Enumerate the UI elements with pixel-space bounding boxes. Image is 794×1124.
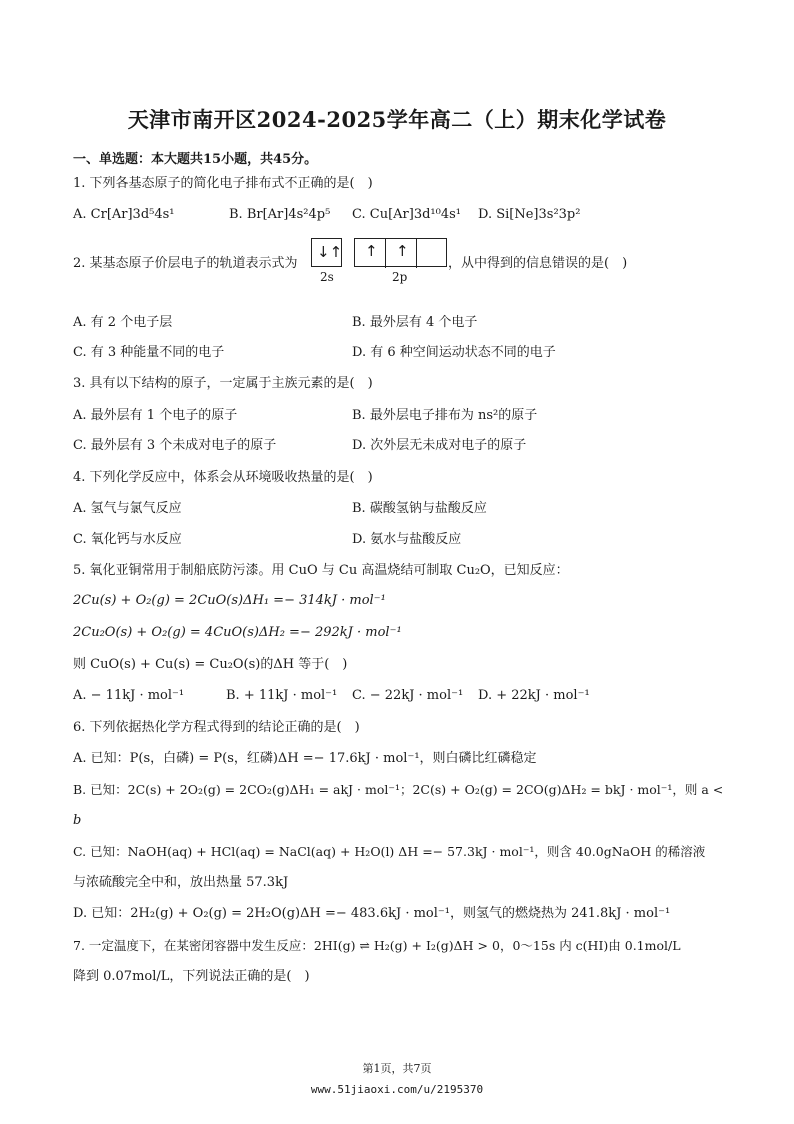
q5-ask: 则 CuO(s) + Cu(s) = Cu₂O(s)的ΔH 等于( ) <box>73 657 348 672</box>
q1-stem: 1. 下列各基态原子的简化电子排布式不正确的是( ) <box>73 176 373 191</box>
orbital-2s-arrows: ↓↑ <box>317 243 343 261</box>
q6-stem: 6. 下列依据热化学方程式得到的结论正确的是( ) <box>73 720 360 735</box>
q7-line1: 7. 一定温度下，在某密闭容器中发生反应：2HI(g) ⇌ H₂(g) + I₂(g)ΔH > 0，0～15s 内 c(HI)由 0.1mol/L <box>73 938 681 953</box>
q5-option-c: C. − 22kJ · mol⁻¹ <box>352 688 464 703</box>
q3-option-d: D. 次外层无未成对电子的原子 <box>352 438 527 453</box>
q4-option-d: D. 氨水与盐酸反应 <box>352 532 462 547</box>
q5-equation-2: 2Cu₂O(s) + O₂(g) = 4CuO(s)ΔH₂ =− 292kJ · mol⁻¹ <box>73 625 402 640</box>
q3-option-a: A. 最外层有 1 个电子的原子 <box>73 408 238 423</box>
q5-equation-1: 2Cu(s) + O₂(g) = 2CuO(s)ΔH₁ =− 314kJ · mol⁻¹ <box>73 593 386 608</box>
watermark: www.51jiaoxi.com/u/2195370 <box>310 1083 484 1096</box>
q4-option-b: B. 碳酸氢钠与盐酸反应 <box>352 501 487 516</box>
orbital-2p-arrow-2: ↑ <box>396 242 409 260</box>
q5-option-d: D. + 22kJ · mol⁻¹ <box>478 688 590 703</box>
q1-option-d: D. Si[Ne]3s²3p² <box>478 207 581 222</box>
q6-option-c-line1: C. 已知：NaOH(aq) + HCl(aq) = NaCl(aq) + H₂O(l) ΔH =− 57.3kJ · mol⁻¹，则含 40.0gNaOH 的稀溶液 <box>73 844 706 859</box>
q1-option-b: B. Br[Ar]4s²4p⁵ <box>229 207 331 222</box>
q5-option-a: A. − 11kJ · mol⁻¹ <box>73 688 185 703</box>
orbital-2s-box <box>311 238 342 267</box>
q2-option-d: D. 有 6 种空间运动状态不同的电子 <box>352 345 556 360</box>
orbital-2s-label: 2s <box>320 270 334 284</box>
q5-stem: 5. 氧化亚铜常用于制船底防污漆。用 CuO 与 Cu 高温烧结可制取 Cu₂O，已知反应： <box>73 563 569 578</box>
q2-option-b: B. 最外层有 4 个电子 <box>352 315 478 330</box>
q2-option-c: C. 有 3 种能量不同的电子 <box>73 345 225 360</box>
orbital-2p-cell-1 <box>355 239 386 268</box>
q2-stem-prefix: 2. 某基态原子价层电子的轨道表示式为 <box>73 256 298 271</box>
q7-line2: 降到 0.07mol/L，下列说法正确的是( ) <box>73 969 310 984</box>
q3-stem: 3. 具有以下结构的原子，一定属于主族元素的是( ) <box>73 376 373 391</box>
q4-option-a: A. 氢气与氯气反应 <box>73 501 182 516</box>
q6-option-b-line1: B. 已知：2C(s) + 2O₂(g) = 2CO₂(g)ΔH₁ = akJ · mol⁻¹；2C(s) + O₂(g) = 2CO(g)ΔH₂ = bkJ · mol⁻¹，则 a < <box>73 782 724 797</box>
q4-stem: 4. 下列化学反应中，体系会从环境吸收热量的是( ) <box>73 470 373 485</box>
q3-option-b: B. 最外层电子排布为 ns²的原子 <box>352 408 538 423</box>
q1-option-c: C. Cu[Ar]3d¹⁰4s¹ <box>352 207 461 222</box>
orbital-2p-label: 2p <box>392 270 408 284</box>
q6-option-d: D. 已知：2H₂(g) + O₂(g) = 2H₂O(g)ΔH =− 483.6kJ · mol⁻¹，则氢气的燃烧热为 241.8kJ · mol⁻¹ <box>73 906 671 921</box>
q3-option-c: C. 最外层有 3 个未成对电子的原子 <box>73 438 277 453</box>
q6-option-c-line2: 与浓硫酸完全中和，放出热量 57.3kJ <box>73 875 289 890</box>
q5-option-b: B. + 11kJ · mol⁻¹ <box>226 688 338 703</box>
orbital-2p-arrow-1: ↑ <box>365 242 378 260</box>
orbital-2p-box <box>354 238 447 267</box>
q6-option-b-line2: b <box>73 813 82 828</box>
section-heading: 一、单选题：本大题共15小题，共45分。 <box>73 152 318 167</box>
q6-option-a: A. 已知：P(s，白磷) = P(s，红磷)ΔH =− 17.6kJ · mol⁻¹，则白磷比红磷稳定 <box>73 751 537 766</box>
q2-option-a: A. 有 2 个电子层 <box>73 315 173 330</box>
page-footer: 第1页，共7页 <box>362 1062 432 1075</box>
page-title: 天津市南开区2024-2025学年高二（上）期末化学试卷 <box>127 107 667 132</box>
q1-option-a: A. Cr[Ar]3d⁵4s¹ <box>73 207 175 222</box>
q4-option-c: C. 氧化钙与水反应 <box>73 532 182 547</box>
q2-stem-suffix: ，从中得到的信息错误的是( ) <box>448 256 628 271</box>
orbital-2p-cell-2 <box>386 239 417 268</box>
